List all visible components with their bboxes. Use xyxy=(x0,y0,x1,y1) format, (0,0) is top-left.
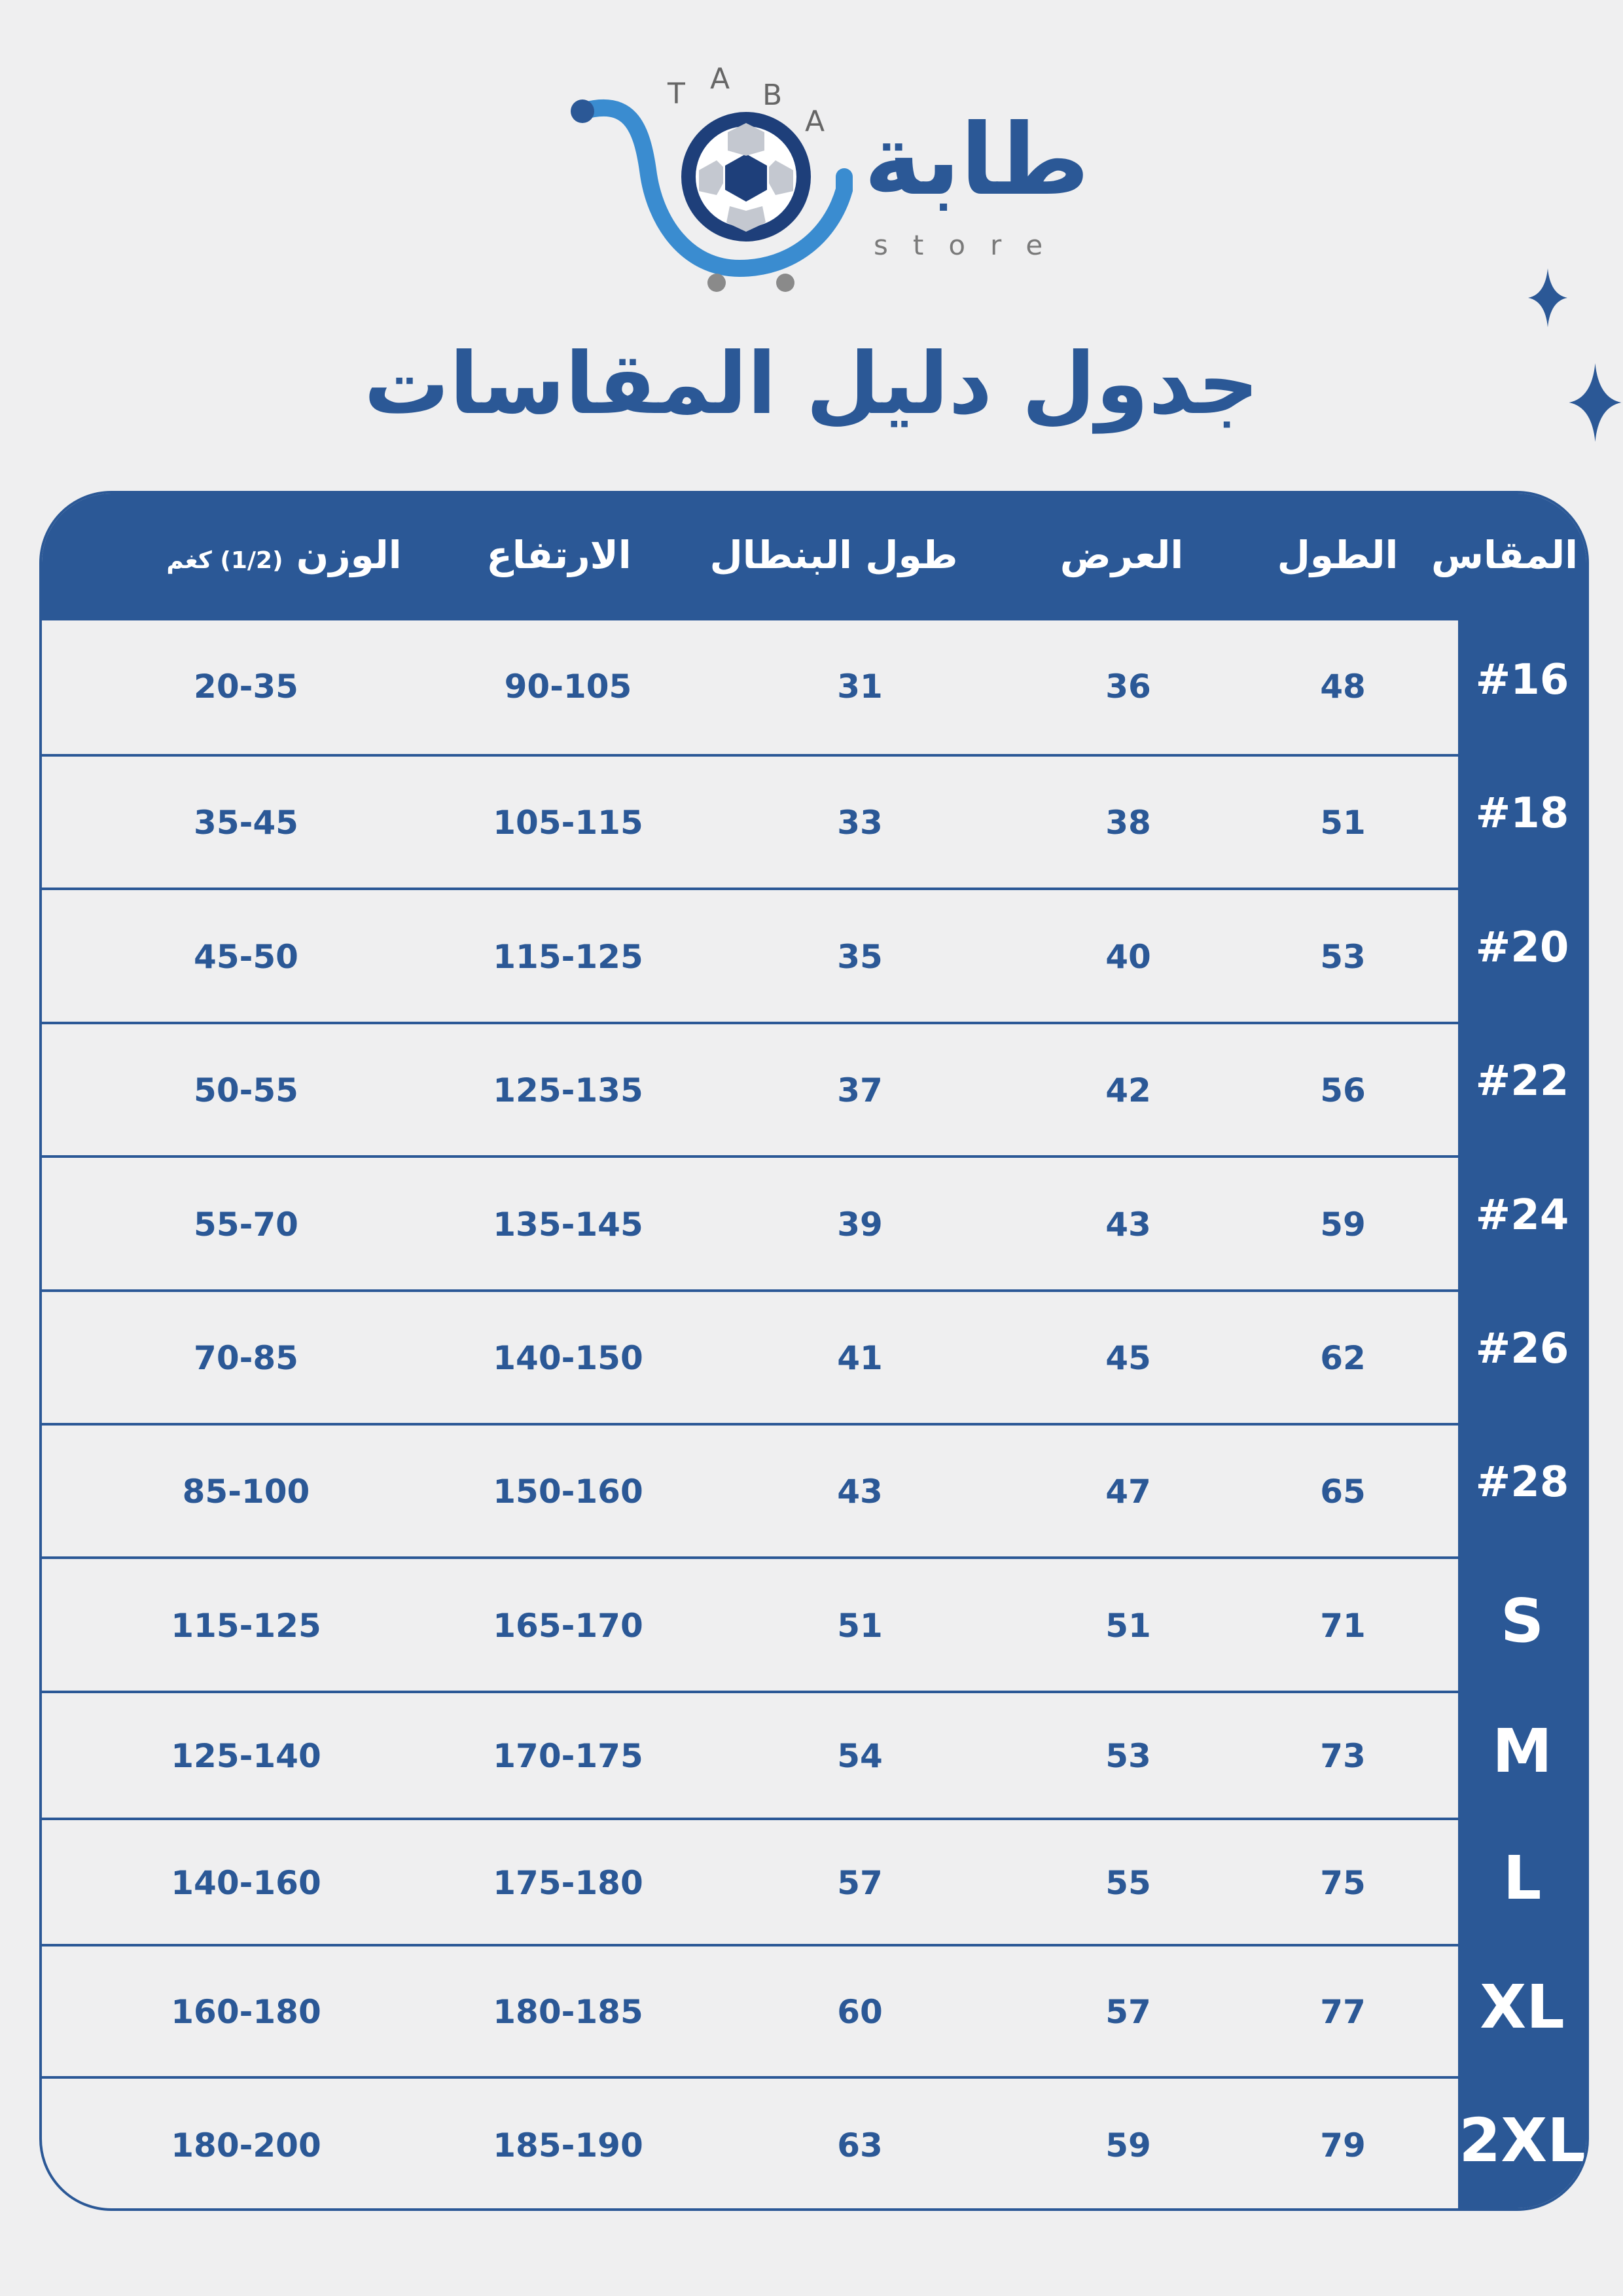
table-row xyxy=(42,1289,1461,1423)
cell-width: 42 xyxy=(1105,1071,1151,1109)
size-label: #20 xyxy=(1475,923,1569,972)
table-row xyxy=(42,1818,1461,1944)
cell-height: 115-125 xyxy=(493,937,643,976)
size-label: S xyxy=(1500,1585,1544,1656)
cell-weight: 140-160 xyxy=(171,1863,321,1902)
cell-height: 140-150 xyxy=(493,1339,643,1377)
header-size: المقاس xyxy=(1431,533,1578,577)
table-row xyxy=(42,1155,1461,1289)
cell-pants: 63 xyxy=(837,2126,883,2164)
cell-length: 53 xyxy=(1320,937,1366,976)
cell-pants: 41 xyxy=(837,1339,883,1377)
cell-width: 51 xyxy=(1105,1606,1151,1645)
cell-width: 53 xyxy=(1105,1737,1151,1775)
cell-width: 59 xyxy=(1105,2126,1151,2164)
table-row xyxy=(42,888,1461,1022)
logo-letter: T xyxy=(668,77,685,111)
page-title: جدول دليل المقاسات xyxy=(364,334,1259,433)
cell-weight: 125-140 xyxy=(171,1737,321,1775)
cell-width: 47 xyxy=(1105,1473,1151,1511)
cell-width: 57 xyxy=(1105,1993,1151,2031)
cell-weight: 180-200 xyxy=(171,2126,321,2164)
cell-weight: 55-70 xyxy=(194,1205,298,1244)
cell-pants: 54 xyxy=(837,1737,883,1775)
cell-weight: 45-50 xyxy=(194,937,298,976)
cell-length: 73 xyxy=(1320,1737,1366,1775)
header-pants-length: طول البنطال xyxy=(709,533,958,577)
cell-height: 135-145 xyxy=(493,1205,643,1244)
header-weight-label: الوزن xyxy=(296,533,402,577)
cell-length: 51 xyxy=(1320,804,1366,842)
cell-height: 185-190 xyxy=(493,2126,643,2164)
cell-height: 150-160 xyxy=(493,1473,643,1511)
size-label: #16 xyxy=(1475,656,1569,704)
cell-pants: 51 xyxy=(837,1606,883,1645)
cell-weight: 115-125 xyxy=(171,1606,321,1645)
cell-length: 56 xyxy=(1320,1071,1366,1109)
logo-letter: A xyxy=(805,105,825,138)
cell-pants: 57 xyxy=(837,1863,883,1902)
size-label: #24 xyxy=(1475,1191,1569,1240)
cell-width: 40 xyxy=(1105,937,1151,976)
size-label: #18 xyxy=(1475,789,1569,838)
size-label: #22 xyxy=(1475,1057,1569,1105)
header-height: الارتفاع xyxy=(486,533,632,577)
size-label: M xyxy=(1492,1716,1552,1786)
cell-width: 43 xyxy=(1105,1205,1151,1244)
cell-length: 65 xyxy=(1320,1473,1366,1511)
size-label: #26 xyxy=(1475,1325,1569,1373)
header-length: الطول xyxy=(1277,533,1399,577)
logo-arabic-name: طابة xyxy=(864,103,1090,217)
cell-height: 180-185 xyxy=(493,1993,643,2031)
cell-width: 38 xyxy=(1105,804,1151,842)
cell-height: 105-115 xyxy=(493,804,643,842)
cell-width: 36 xyxy=(1105,668,1151,706)
cell-pants: 31 xyxy=(837,668,883,706)
cell-length: 75 xyxy=(1320,1863,1366,1902)
cell-length: 62 xyxy=(1320,1339,1366,1377)
cell-height: 125-135 xyxy=(493,1071,643,1109)
table-row xyxy=(42,1691,1461,1818)
cell-height: 175-180 xyxy=(493,1863,643,1902)
cell-pants: 43 xyxy=(837,1473,883,1511)
logo-letter: B xyxy=(762,79,783,112)
cell-pants: 37 xyxy=(837,1071,883,1109)
size-label: #28 xyxy=(1475,1458,1569,1507)
cell-height: 165-170 xyxy=(493,1606,643,1645)
cell-weight: 20-35 xyxy=(194,668,298,706)
cell-weight: 35-45 xyxy=(194,804,298,842)
logo-store-text: store xyxy=(874,229,1068,261)
cell-pants: 39 xyxy=(837,1205,883,1244)
table-row xyxy=(42,1556,1461,1691)
header-weight-unit: (1/2) كغم xyxy=(166,547,283,574)
cell-weight: 50-55 xyxy=(194,1071,298,1109)
table-row xyxy=(42,754,1461,888)
cell-pants: 35 xyxy=(837,937,883,976)
cell-length: 77 xyxy=(1320,1993,1366,2031)
size-chart-table xyxy=(39,491,1589,2211)
cell-weight: 85-100 xyxy=(182,1473,310,1511)
cell-pants: 33 xyxy=(837,804,883,842)
logo-letter: A xyxy=(710,62,730,96)
size-label: 2XL xyxy=(1459,2106,1586,2176)
cell-weight: 160-180 xyxy=(171,1993,321,2031)
cell-length: 59 xyxy=(1320,1205,1366,1244)
table-row xyxy=(42,2076,1461,2211)
table-header xyxy=(42,493,1586,620)
cell-width: 55 xyxy=(1105,1863,1151,1902)
size-column xyxy=(1458,620,1586,2208)
table-row xyxy=(42,620,1461,754)
cell-height: 170-175 xyxy=(493,1737,643,1775)
cell-weight: 70-85 xyxy=(194,1339,298,1377)
table-row xyxy=(42,1022,1461,1155)
cell-length: 79 xyxy=(1320,2126,1366,2164)
cell-pants: 60 xyxy=(837,1993,883,2031)
table-row xyxy=(42,1423,1461,1556)
sparkle-icon xyxy=(1528,268,1567,327)
table-row xyxy=(42,1944,1461,2076)
cell-width: 45 xyxy=(1105,1339,1151,1377)
cell-length: 71 xyxy=(1320,1606,1366,1645)
header-weight xyxy=(134,533,435,577)
size-label: L xyxy=(1503,1842,1542,1913)
cell-height: 90-105 xyxy=(504,668,632,706)
cell-length: 48 xyxy=(1320,668,1366,706)
header-width: العرض xyxy=(1060,533,1184,577)
size-label: XL xyxy=(1480,1972,1565,2042)
